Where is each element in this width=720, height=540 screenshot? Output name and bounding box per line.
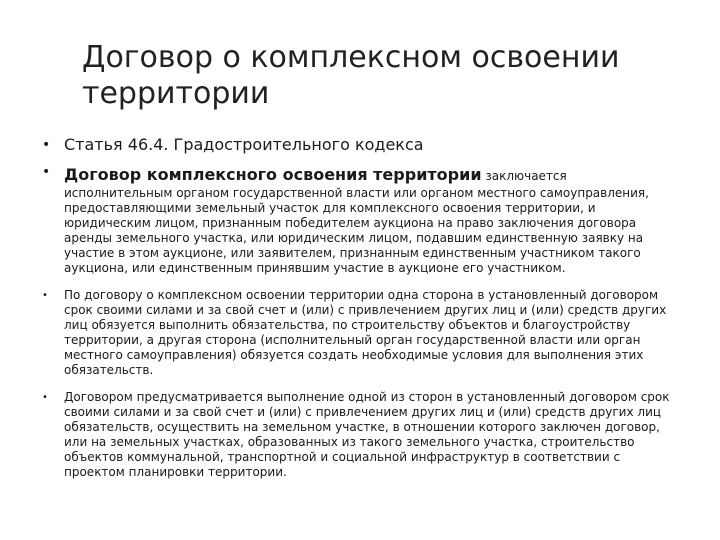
slide-title-line-1: Договор о комплексном освоении xyxy=(82,40,620,75)
bullet-lead-text: Договор комплексного освоения территории xyxy=(64,165,482,184)
bullet-marker: • xyxy=(42,290,48,301)
bullet-list xyxy=(40,134,680,480)
bullet-marker: • xyxy=(42,137,51,153)
bullet-marker: • xyxy=(42,164,51,180)
bullet-item-definition xyxy=(40,164,680,276)
slide-title-line-2: территории xyxy=(82,76,270,111)
bullet-continuation-text: исполнительным органом государственной власти или органом местного самоуправления, предоставляющими земельный участок для комплексного освоения территории, и юридическим лицом, признанным победителем аукциона на право заключения договора аренды земельного участка, или юридическим лицом, подавшим единственную заявку на участие в этом аукционе, или заявителем, признанным единственным участником такого аукциона, или единственным принявшим участие в аукционе его участником. xyxy=(64,186,649,275)
bullet-item-obligations xyxy=(40,288,680,378)
bullet-marker: • xyxy=(42,392,48,403)
bullet-text: Статья 46.4. Градостроительного кодекса xyxy=(64,135,424,154)
slide-title xyxy=(82,40,682,112)
bullet-item-infrastructure xyxy=(40,390,680,480)
bullet-text: По договору о комплексном освоении территории одна сторона в установленный договором срок своими силами и за свой счет и (или) с привлечением других лиц и (или) средств других лиц обязуется выполнить обязательства, по строительству объектов и благоустройству территории, а другая сторона (исполнительный орган государственной власти или орган местного самоуправления) обязуется создать необходимые условия для выполнения этих обязательств. xyxy=(64,288,667,377)
bullet-text: Договором предусматривается выполнение одной из сторон в установленный договором срок своими силами и за свой счет и (или) с привлечением других лиц и (или) средств других лиц обязательств, осуществить на земельном участке, в отношении которого заключен договор, или на земельных участках, образованных из такого земельного участка, строительство объектов коммунальной, транспортной и социальной инфраструктур в соответствии с проектом планировки территории. xyxy=(64,390,670,479)
bullet-inline-text: заключается xyxy=(481,169,567,183)
bullet-item-article xyxy=(40,134,680,156)
